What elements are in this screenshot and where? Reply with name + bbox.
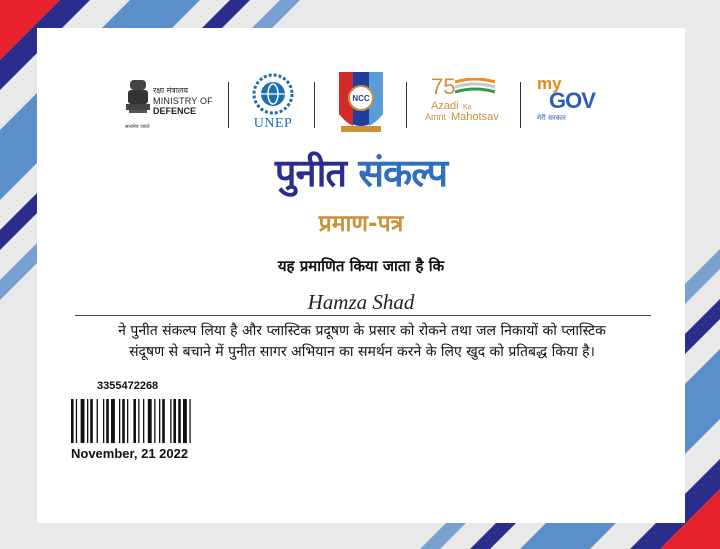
body-line2: संदूषण से बचाने में पुनीत सागर अभियान का समर्थन करने के लिए खुद को प्रतिबद्ध किया है। xyxy=(129,344,595,360)
tricolor-waves-icon xyxy=(455,78,495,96)
certificate-date: November, 21 2022 xyxy=(71,446,189,461)
logo-separator xyxy=(228,82,229,128)
azadi-line1: Azadi xyxy=(431,100,459,112)
mygov-hindi: मेरी सरकार xyxy=(537,114,566,122)
unep-wreath-icon xyxy=(247,72,299,116)
certificate-body xyxy=(67,321,657,363)
certificate-subtitle: प्रमाण-पत्र xyxy=(318,211,404,237)
emblem-caption: सत्यमेव जयते xyxy=(125,124,150,130)
body-line1: ने पुनीत संकल्प लिया है और प्लास्टिक प्रदूषण के प्रसार को रोकने तथा जल निकायों को प्लास्टिक xyxy=(118,323,606,339)
mygov-logo xyxy=(537,72,601,142)
azadi-line3: Mahotsav xyxy=(451,111,499,123)
azadi-ka: Ka xyxy=(463,104,472,111)
logo-separator xyxy=(314,82,315,128)
mygov-gov: GOV xyxy=(549,88,595,113)
logo-separator xyxy=(520,82,521,128)
logo-row xyxy=(37,72,685,142)
ministry-line1: MINISTRY OF xyxy=(153,96,213,106)
ministry-of-defence-logo xyxy=(125,72,221,142)
recipient-name: Hamza Shad xyxy=(307,290,415,314)
ncc-label: NCC xyxy=(352,94,370,103)
ashoka-emblem-icon xyxy=(125,78,151,124)
unep-logo xyxy=(247,72,299,142)
title-part2: संकल्प xyxy=(358,151,448,195)
name-underline xyxy=(75,315,651,316)
certificate-card xyxy=(37,28,685,523)
ncc-logo xyxy=(335,72,387,142)
azadi-line2: Amrit xyxy=(425,112,446,122)
logo-separator xyxy=(406,82,407,128)
azadi-number: 75 xyxy=(431,74,456,99)
unep-label: UNEP xyxy=(253,116,293,131)
mygov-my: my xyxy=(537,74,562,93)
barcode-icon xyxy=(71,399,225,443)
ministry-text xyxy=(153,86,213,116)
ncc-shield-icon xyxy=(335,72,387,138)
certificate-number: 3355472268 xyxy=(97,380,159,392)
ministry-line2: DEFENCE xyxy=(153,106,197,116)
certificate-title xyxy=(37,146,685,198)
azadi-ka-amrit-mahotsav-logo xyxy=(425,72,505,142)
title-part1: पुनीत xyxy=(274,151,347,195)
ministry-hindi: रक्षा मंत्रालय xyxy=(153,86,188,95)
certify-line: यह प्रमाणित किया जाता है कि xyxy=(277,257,445,275)
